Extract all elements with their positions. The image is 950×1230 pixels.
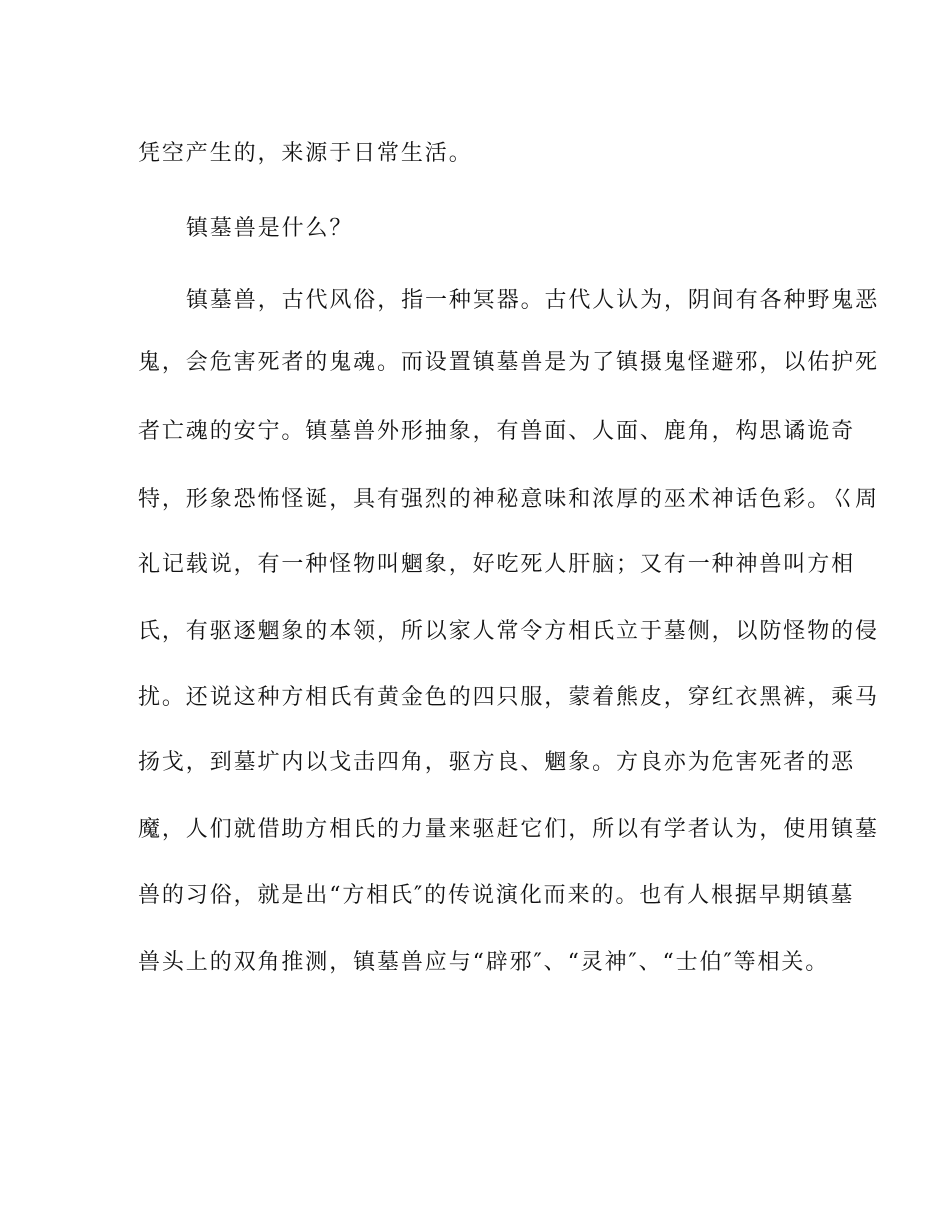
paragraph-line: 魔，人们就借助方相氏的力量来驱赶它们，所以有学者认为，使用镇墓 (138, 817, 879, 842)
paragraph-line: 礼记载说，有一种怪物叫魍象，好吃死人肝脑；又有一种神兽叫方相 (138, 552, 856, 577)
paragraph-line: 特，形象恐怖怪诞，具有强烈的神秘意味和浓厚的巫术神话色彩。巜周 (138, 487, 879, 512)
paragraph-line: 扬戈，到墓圹内以戈击四角，驱方良、魍象。方良亦为危害死者的恶 (138, 750, 856, 775)
paragraph-line: 扰。还说这种方相氏有黄金色的四只服，蒙着熊皮，穿红衣黑裤，乘马 (138, 685, 879, 710)
section-heading: 镇墓兽是什么？ (186, 216, 354, 241)
paragraph-line: 兽头上的双角推测，镇墓兽应与“辟邪″、“灵神″、“士伯″等相关。 (138, 950, 830, 975)
paragraph-line: 氏，有驱逐魍象的本领，所以家人常令方相氏立于墓侧，以防怪物的侵 (138, 619, 879, 644)
paragraph-line: 兽的习俗，就是出“方相氏″的传说演化而来的。也有人根据早期镇墓 (138, 883, 855, 908)
paragraph-line: 镇墓兽，古代风俗，指一种冥器。古代人认为，阴间有各种野鬼恶 (186, 288, 880, 313)
paragraph-line: 鬼，会危害死者的鬼魂。而设置镇墓兽是为了镇摄鬼怪避邪，以佑护死 (138, 350, 879, 375)
paragraph-line: 者亡魂的安宁。镇墓兽外形抽象，有兽面、人面、鹿角，构思谲诡奇 (138, 419, 856, 444)
paragraph-line: 凭空产生的，来源于日常生活。 (138, 141, 473, 166)
